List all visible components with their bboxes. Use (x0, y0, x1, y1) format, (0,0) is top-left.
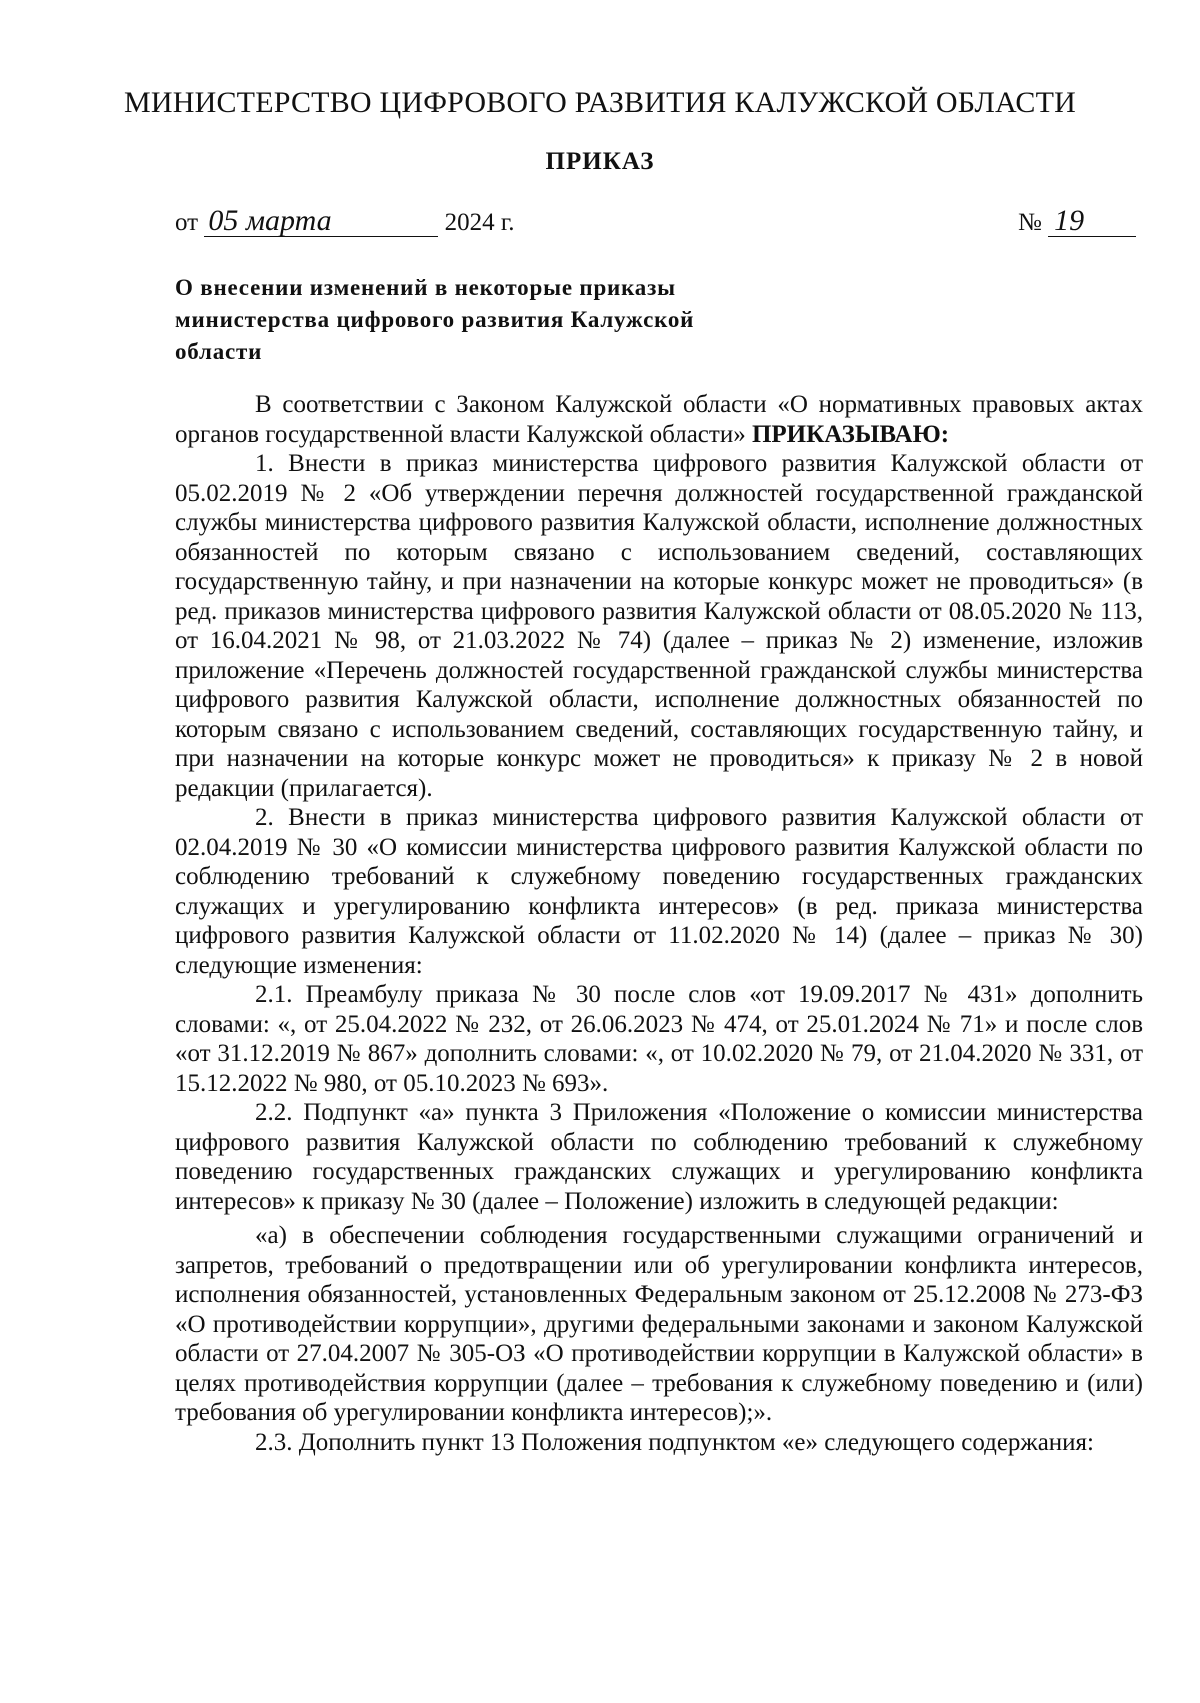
paragraph-2-1: 2.1. Преамбулу приказа № 30 после слов «от 19.09.2017 № 431» дополнить словами: «, от 25.04.2022 № 232, от 26.06.2023 № 474, от 25.01.2024 № 71» и после слов «от 31.12.2019 № 867» дополнить словами: «, от 10.02.2020 № 79, от 21.04.2020 № 331, от 15.12.2022 № 980, от 05.10.2023 № 693». (175, 981, 1143, 1097)
intro-text: В соответствии с Законом Калужской области «О нормативных правовых актах органов государственной власти Калужской области» (175, 391, 1143, 448)
year-suffix: 2024 г. (444, 209, 515, 236)
paragraph-2-2: 2.2. Подпункт «а» пункта 3 Приложения «Положение о комиссии министерства цифрового развития Калужской области по соблюдению требований к служебному поведению государственных гражданских служащих и урегулированию конфликта интересов» к приказу № 30 (далее – Положение) изложить в следующей редакции: (175, 1099, 1143, 1215)
number-line (1018, 206, 1136, 237)
ministry-name: МИНИСТЕРСТВО ЦИФРОВОГО РАЗВИТИЯ КАЛУЖСКОЙ ОБЛАСТИ (123, 86, 1076, 119)
paragraph-1: 1. Внести в приказ министерства цифрового развития Калужской области от 05.02.2019 № 2 «Об утверждении перечня должностей государственной гражданской службы министерства цифрового развития Калужской области, исполнение должностных обязанностей по которым связано с использованием сведений, составляющих государственную тайну, и при назначении на которые конкурс может не проводиться» (в ред. приказов министерства цифрового развития Калужской области от 08.05.2020 № 113, от 16.04.2021 № 98, от 21.03.2022 № 74) (далее – приказ № 2) изменение, изложив приложение «Перечень должностей государственной гражданской службы министерства цифрового развития Калужской области, исполнение должностных обязанностей по которым связано с использованием сведений, составляющих государственную тайну, и при назначении на которые конкурс может не проводиться» к приказу № 2 в новой редакции (прилагается). (175, 450, 1143, 802)
date-line (175, 206, 515, 237)
document-subject: О внесении изменений в некоторые приказы министерства цифрового развития Калужской области (175, 275, 695, 364)
paragraph-2: 2. Внести в приказ министерства цифрового развития Калужской области от 02.04.2019 № 30 «О комиссии министерства цифрового развития Калужской области по соблюдению требований к служебному поведению государственных гражданских служащих и урегулированию конфликта интересов» (в ред. приказа министерства цифрового развития Калужской области от 11.02.2020 № 14) (далее – приказ № 30) следующие изменения: (175, 804, 1143, 979)
intro-command: ПРИКАЗЫВАЮ: (751, 420, 950, 448)
paragraph-2-2-a: «а) в обеспечении соблюдения государственными служащими ограничений и запретов, требований о предотвращении или об урегулировании конфликта интересов, исполнения обязанностей, установленных Федеральным законом от 25.12.2008 № 273-ФЗ «О противодействии коррупции», другими федеральными законами и законом Калужской области от 27.04.2007 № 305-ОЗ «О противодействии коррупции в Калужской области» в целях противодействия коррупции (далее – требования к служебному поведению и (или) требования об урегулировании конфликта интересов);». (175, 1222, 1143, 1426)
handwritten-date: 05 марта (204, 206, 438, 237)
date-prefix: от (175, 209, 199, 236)
handwritten-number: 19 (1048, 206, 1136, 237)
document-body (175, 390, 1143, 1457)
number-prefix: № (1018, 209, 1042, 236)
document-type: ПРИКАЗ (545, 148, 655, 175)
intro-paragraph (175, 390, 1143, 449)
paragraph-2-3: 2.3. Дополнить пункт 13 Положения подпунктом «е» следующего содержания: (255, 1428, 1095, 1456)
